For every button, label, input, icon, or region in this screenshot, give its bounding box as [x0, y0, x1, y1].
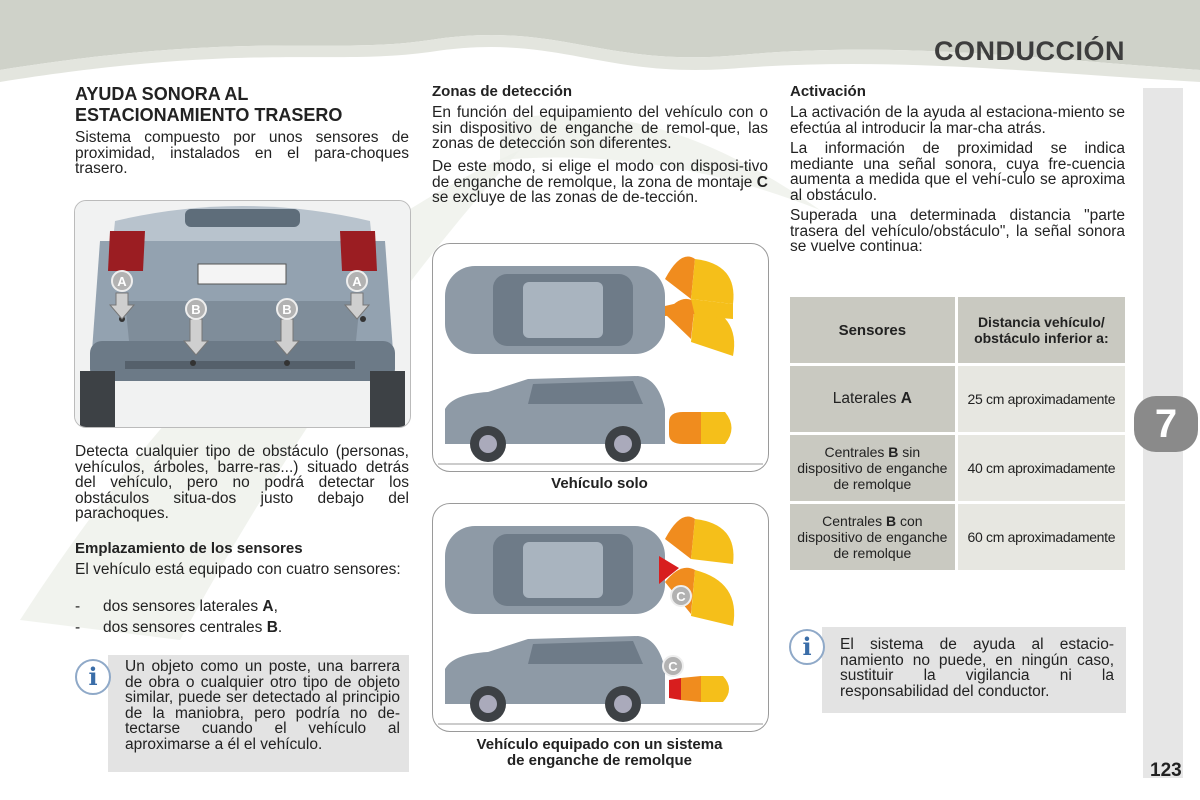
- table-header-row: [790, 297, 1125, 363]
- info-note-text: Un objeto como un poste, una barrera de obra o cualquier otro tipo de objeto similar, puede ser detectado al principio de la maniobra, pero podría no de-tectarse cuando el vehículo al aproximarse a él el vehículo.: [125, 658, 400, 753]
- intro-paragraph: Sistema compuesto por unos sensores de proximidad, instalados en el para-choques trasero.: [75, 129, 409, 177]
- table-header-sensors: Sensores: [790, 297, 955, 363]
- list-item-bold: B: [266, 619, 278, 636]
- table-row: [790, 504, 1125, 570]
- section-heading-line1: AYUDA SONORA AL: [75, 84, 249, 104]
- table-cell-sensor: [790, 504, 955, 570]
- cell-text: Centrales: [824, 444, 889, 460]
- rear-sensors-illustration: [74, 200, 411, 428]
- list-item: [75, 596, 409, 617]
- detection-zones-drawing-2: [433, 504, 768, 731]
- zones-paragraph-2: [432, 159, 768, 206]
- cell-bold: B: [888, 444, 899, 460]
- list-item-end: .: [277, 619, 283, 636]
- cell-text-end: sin dispositivo de enganche de remolque: [797, 444, 948, 492]
- caption-towbar-line1: Vehículo equipado con un sistema: [476, 736, 723, 753]
- table-row: [790, 435, 1125, 501]
- zone-label-c-side: C: [668, 659, 678, 674]
- list-dash: -: [75, 619, 81, 636]
- sensor-distance-table: [787, 294, 1128, 573]
- placement-paragraph: El vehículo está equipado con cuatro sensores:: [75, 561, 401, 578]
- zones-p2-bold: C: [756, 173, 768, 191]
- list-item-text: dos sensores centrales: [103, 619, 267, 636]
- table-cell-sensor: [790, 435, 955, 501]
- chapter-title: CONDUCCIÓN: [934, 36, 1125, 66]
- zones-heading: Zonas de detección: [432, 83, 573, 100]
- table-row: [790, 366, 1125, 432]
- list-dash: -: [75, 598, 81, 615]
- activation-paragraphs: [790, 105, 1125, 260]
- detect-paragraph: Detecta cualquier tipo de obstáculo (personas, vehículos, árboles, barre-ras...) situado detrás del vehículo, pero no podrá detectar los obstáculos situa-dos justo debajo del parachoques.: [75, 443, 409, 522]
- activation-paragraph-3: Superada una determinada distancia "parte trasera del vehículo/obstáculo", la señal sonora se vuelve continua:: [790, 207, 1125, 255]
- table-cell-sensor: [790, 366, 955, 432]
- list-item-end: ,: [273, 598, 278, 615]
- list-item-text: dos sensores laterales: [103, 598, 263, 615]
- table-cell-distance: 25 cm aproximadamente: [958, 366, 1125, 432]
- zones-p2-text: De este modo, si elige el modo con disposi-tivo de enganche de remolque, la zona de montaje: [432, 158, 768, 191]
- detection-zones-drawing-1: [433, 244, 768, 471]
- activation-paragraph-1: La activación de la ayuda al estaciona-miento se efectúa al introducir la mar-cha atrás.: [790, 104, 1125, 137]
- caption-vehicle-alone: Vehículo solo: [551, 475, 648, 492]
- table-header-distance: Distancia vehículo/ obstáculo inferior a:: [958, 297, 1125, 363]
- chapter-number-badge[interactable]: 7: [1134, 396, 1198, 452]
- info-note-responsibility: [802, 627, 1126, 713]
- section-heading-line2: ESTACIONAMIENTO TRASERO: [75, 105, 343, 125]
- caption-vehicle-towbar: [432, 737, 767, 769]
- sensor-label-b-left: B: [191, 302, 201, 317]
- info-icon: i: [75, 659, 111, 695]
- cell-text: Centrales: [822, 513, 886, 529]
- zone-label-c-top: C: [676, 589, 686, 604]
- page-number: 123: [1150, 760, 1182, 781]
- table-cell-distance: 40 cm aproximadamente: [958, 435, 1125, 501]
- info-note-text: El sistema de ayuda al estacio-namiento no puede, en ningún caso, sustituir la vigilancia ni la responsabilidad del conductor.: [840, 636, 1114, 700]
- cell-bold: B: [885, 513, 897, 529]
- cell-text-end: con dispositivo de enganche de remolque: [797, 513, 948, 561]
- caption-towbar-line2: de enganche de remolque: [506, 752, 693, 769]
- diagram-vehicle-alone: [432, 243, 769, 472]
- table-cell-distance: 60 cm aproximadamente: [958, 504, 1125, 570]
- info-icon: i: [789, 629, 825, 665]
- list-item-bold: A: [262, 598, 274, 615]
- section-heading: [75, 84, 415, 126]
- sensor-list: [75, 596, 409, 638]
- sensor-label-b-right: B: [282, 302, 292, 317]
- list-item: [75, 617, 409, 638]
- zones-paragraph-1: En función del equipamiento del vehículo con o sin dispositivo de enganche de remol-que, las zonas de detección son diferentes.: [432, 104, 768, 152]
- activation-paragraph-2: La información de proximidad se indica mediante una señal sonora, cuya fre-cuencia aumenta a medida que el vehí-culo se aproxima al obstáculo.: [790, 140, 1125, 204]
- info-note-obstacle: [88, 655, 409, 772]
- activation-heading: Activación: [790, 83, 866, 100]
- sensor-label-a-left: A: [117, 274, 127, 289]
- cell-text: Laterales: [832, 390, 901, 407]
- sensor-label-a-right: A: [352, 274, 362, 289]
- rear-car-drawing: [75, 201, 410, 427]
- zones-p2-text-end: se excluye de las zonas de de-tección.: [432, 189, 699, 206]
- diagram-vehicle-towbar: [432, 503, 769, 732]
- cell-bold: A: [900, 390, 912, 407]
- placement-heading: Emplazamiento de los sensores: [75, 540, 303, 557]
